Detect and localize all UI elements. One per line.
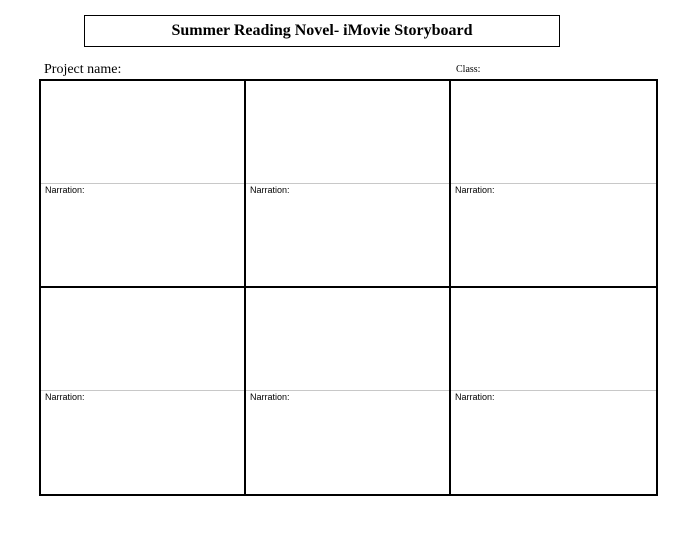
- storyboard-cell-6: [451, 288, 656, 495]
- narration-label: Narration:: [455, 185, 495, 195]
- frame-sketch-area: [451, 81, 656, 184]
- frame-sketch-area: [246, 81, 449, 184]
- narration-label: Narration:: [45, 185, 85, 195]
- storyboard-cell-3: [451, 81, 656, 288]
- narration-area: [41, 391, 244, 495]
- storyboard-cell-4: [41, 288, 246, 495]
- narration-area: [246, 184, 449, 286]
- class-label: Class:: [456, 64, 481, 75]
- narration-label: Narration:: [250, 185, 290, 195]
- narration-label: Narration:: [455, 391, 495, 402]
- storyboard-grid: [39, 79, 658, 496]
- storyboard-cell-2: [246, 81, 451, 288]
- storyboard-cell-5: [246, 288, 451, 495]
- narration-label: Narration:: [45, 391, 85, 402]
- narration-label: Narration:: [250, 391, 290, 402]
- narration-area: [246, 391, 449, 495]
- page-title: Summer Reading Novel- iMovie Storyboard: [171, 22, 473, 39]
- narration-area: [451, 391, 656, 495]
- frame-sketch-area: [41, 288, 244, 391]
- project-name-label: Project name:: [44, 62, 122, 77]
- narration-area: [41, 184, 244, 286]
- storyboard-cell-1: [41, 81, 246, 288]
- frame-sketch-area: [246, 288, 449, 391]
- frame-sketch-area: [451, 288, 656, 391]
- narration-area: [451, 184, 656, 286]
- frame-sketch-area: [41, 81, 244, 184]
- title-box: [84, 15, 560, 47]
